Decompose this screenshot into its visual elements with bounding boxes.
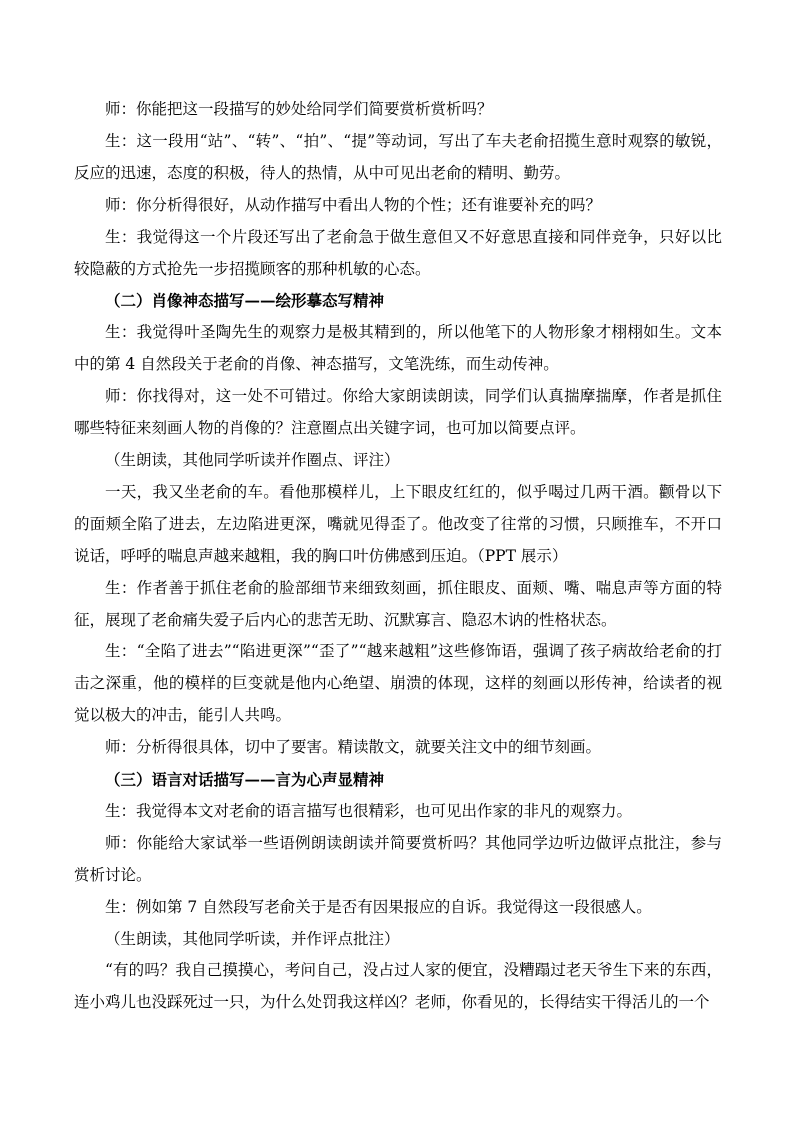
paragraph: “有的吗？我自己摸摸心，考问自己，没占过人家的便宜，没糟蹋过老天爷生下来的东西，连小鸡儿也没踩死过一只，为什么处罚我这样凶？老师，你看见的，长得结实干得活儿的一个 [74,961,722,1012]
document-body [74,94,722,1019]
paragraph: 一天，我又坐老俞的车。看他那模样儿，上下眼皮红红的，似乎喝过几两干酒。颧骨以下的面颊全陷了进去，左边陷进更深，嘴就见得歪了。他改变了往常的习惯，只顾推车，不开口说话，呼呼的喘息声越来越粗，我的胸口叶仿佛感到压迫。（PPT 展示） [74,482,722,565]
paragraph: 生：作者善于抓住老俞的脸部细节来细致刻画，抓住眼皮、面颊、嘴、喘息声等方面的特征，展现了老俞痛失爱子后内心的悲苦无助、沉默寡言、隐忍木讷的性格状态。 [74,578,722,629]
paragraph: 生：我觉得这一个片段还写出了老俞急于做生意但又不好意思直接和同伴竞争，只好以比较隐蔽的方式抢先一步招揽顾客的那种机敏的心态。 [74,227,722,278]
paragraph: 生：这一段用“站”、“转”、“拍”、“提”等动词，写出了车夫老俞招揽生意时观察的敏锐，反应的迅速，态度的积极，待人的热情，从中可见出老俞的精明、勤劳。 [74,131,722,182]
paragraph: 生：例如第 7 自然段写老俞关于是否有因果报应的自诉。我觉得这一段很感人。 [105,897,652,916]
paragraph: 师：你找得对，这一处不可错过。你给大家朗读朗读，同学们认真揣摩揣摩，作者是抓住哪些特征来刻画人物的肖像的？注意圈点出关键字词，也可加以简要点评。 [74,387,722,438]
paragraph: 师：你能给大家试举一些语例朗读朗读并简要赏析吗？其他同学边听边做评点批注，参与赏析讨论。 [74,833,722,884]
paragraph: 师：你能把这一段描写的妙处给同学们简要赏析赏析吗？ [105,100,493,118]
paragraph: 生：我觉得叶圣陶先生的观察力是极其精到的，所以他笔下的人物形象才栩栩如生。文本中的第 4 自然段关于老俞的肖像、神态描写，文笔洗练，而生动传神。 [74,323,722,374]
section-heading: （二）肖像神态描写——绘形摹态写精神 [105,291,385,311]
paragraph: 生：我觉得本文对老俞的语言描写也很精彩，也可见出作家的非凡的观察力。 [105,801,633,820]
paragraph: 师：你分析得很好，从动作描写中看出人物的个性；还有谁要补充的吗？ [105,195,602,214]
paragraph: 生：“全陷了进去”“陷进更深”“歪了”“越来越粗”这些修饰语，强调了孩子病故给老俞的打击之深重，他的模样的巨变就是他内心绝望、崩溃的体现，这样的刻画以形传神，给读者的视觉以极大的冲击，能引人共鸣。 [74,642,722,725]
paragraph: （生朗读，其他同学听读，并作评点批注） [105,929,400,948]
paragraph: （生朗读，其他同学听读并作圈点、评注） [105,450,400,469]
section-heading: （三）语言对话描写——言为心声显精神 [105,770,385,790]
paragraph: 师：分析得很具体，切中了要害。精读散文，就要关注文中的细节刻画。 [105,738,602,757]
